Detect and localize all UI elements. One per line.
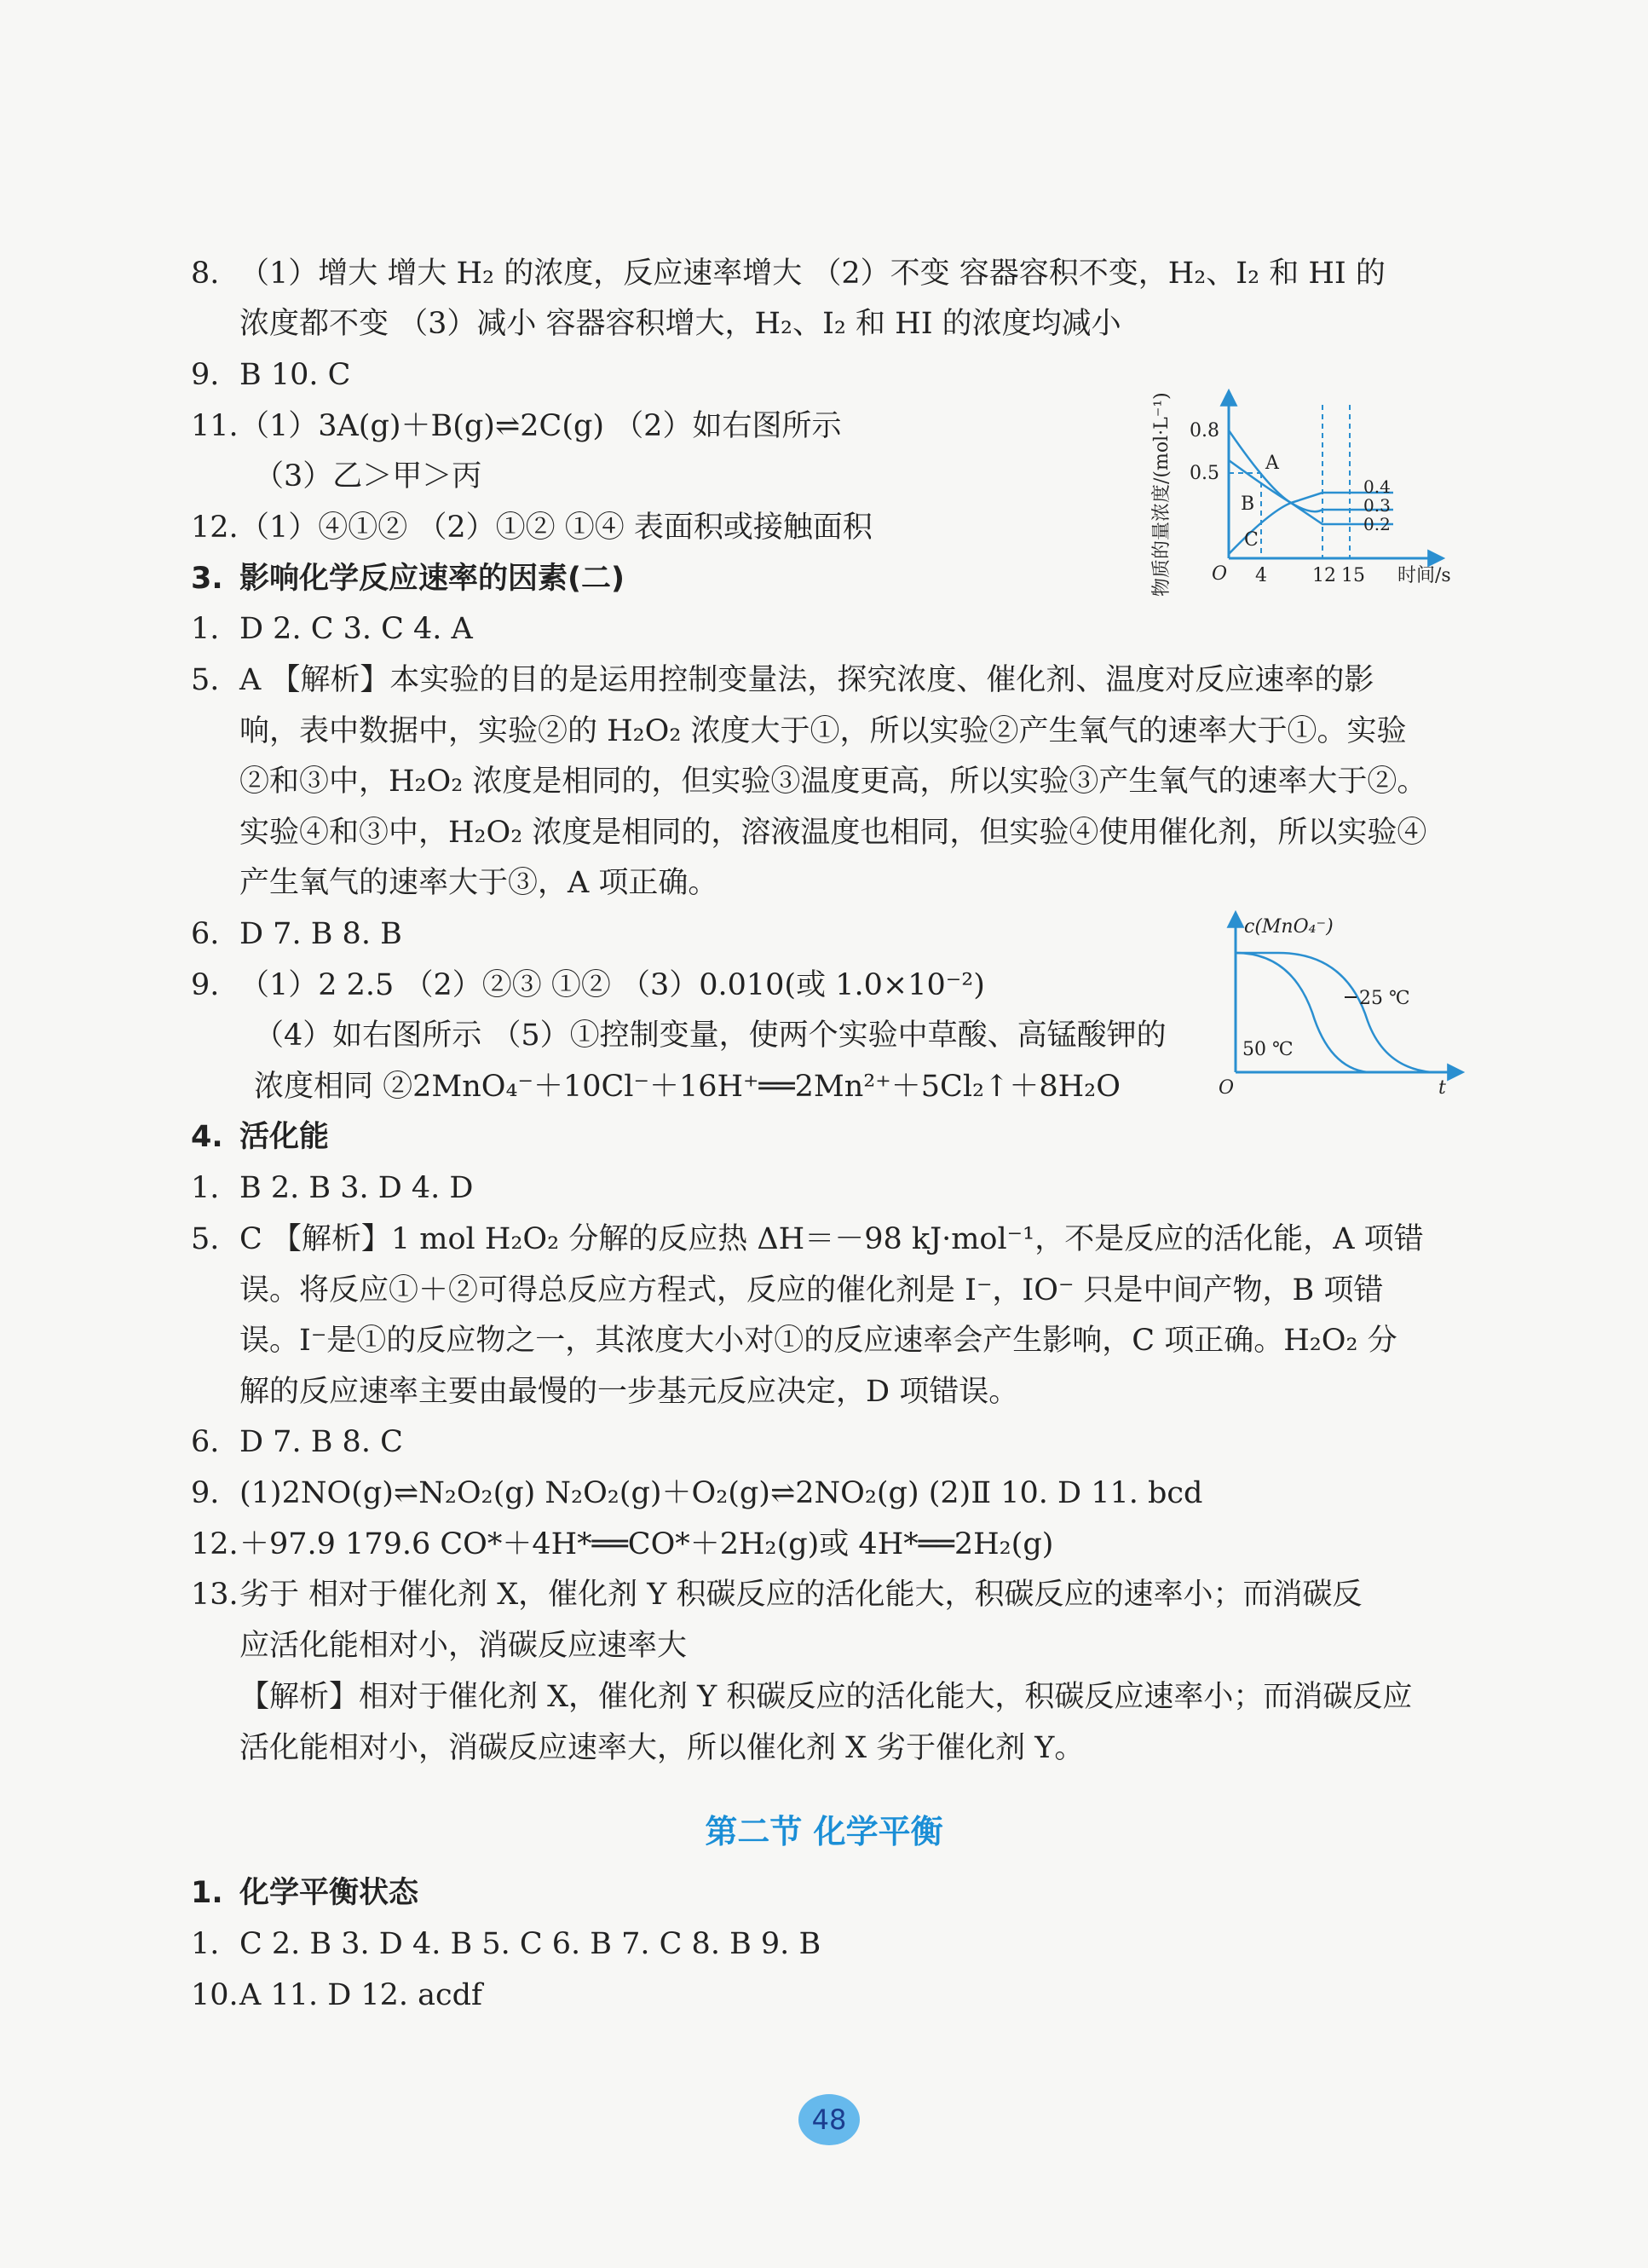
item-text: 【解析】相对于催化剂 X，催化剂 Y 积碳反应的活化能大，积碳反应速率小；而消碳反应 (239, 1680, 1413, 1714)
item-number: 11. (191, 409, 239, 443)
item-number: 3. (191, 562, 223, 596)
x-tick-15: 15 (1341, 565, 1365, 586)
curve-label-25c: 25 ℃ (1359, 988, 1410, 1009)
item-number: 6. (191, 1425, 220, 1459)
item-text: 解的反应速率主要由最慢的一步基元反应决定，D 项错误。 (239, 1375, 1019, 1409)
item-text: C 2. B 3. D 4. B 5. C 6. B 7. C 8. B 9. B (239, 1927, 821, 1961)
item-text: 产生氧气的速率大于③，A 项正确。 (239, 866, 718, 900)
item-number: 13. (191, 1578, 239, 1612)
end-value-0.4: 0.4 (1363, 476, 1391, 497)
item-text: 化学平衡状态 (239, 1876, 419, 1910)
item-text: （1）增大 增大 H₂ 的浓度，反应速率增大 （2）不变 容器容积不变，H₂、I₂ 和 HI 的 (239, 257, 1386, 291)
item-text: B 2. B 3. D 4. D (239, 1171, 474, 1205)
item-number: 12. (191, 511, 239, 545)
y-tick-0.5: 0.5 (1190, 463, 1219, 484)
x-axis-label: 时间/s (1397, 565, 1451, 586)
y-axis-label: c(MnO₄⁻) (1244, 916, 1334, 938)
item-text: 响，表中数据中，实验②的 H₂O₂ 浓度大于①，所以实验②产生氧气的速率大于①。实验 (239, 714, 1407, 748)
item-number: 4. (191, 1120, 223, 1154)
section-title: 第二节 化学平衡 (705, 1813, 943, 1850)
item-text: (1)2NO(g)⇌N₂O₂(g) N₂O₂(g)＋O₂(g)⇌2NO₂(g) (2)Ⅱ 10. D 11. bcd (239, 1476, 1203, 1510)
item-text: D 7. B 8. C (239, 1425, 403, 1459)
item-text: 活化能相对小，消碳反应速率大，所以催化剂 X 劣于催化剂 Y。 (239, 1731, 1085, 1765)
item-text: D 7. B 8. B (239, 917, 402, 951)
item-number: 6. (191, 917, 220, 951)
item-text: ＋97.9 179.6 CO*＋4H*══CO*＋2H₂(g)或 4H*══2H₂(g) (239, 1527, 1054, 1561)
item-number: 8. (191, 257, 220, 291)
item-number: 12. (191, 1527, 239, 1561)
page-number-badge: 48 (798, 2094, 860, 2145)
curve-label-50c: 50 ℃ (1242, 1039, 1294, 1060)
item-text: （3）乙＞甲＞丙 (254, 459, 482, 493)
end-value-0.3: 0.3 (1363, 495, 1391, 516)
item-number: 9. (191, 968, 220, 1002)
end-value-0.2: 0.2 (1363, 514, 1391, 534)
y-axis-label: 物质的量浓度/(mol·L⁻¹) (1151, 392, 1173, 597)
item-number: 1. (191, 1927, 220, 1961)
x-axis-label: t (1438, 1077, 1446, 1099)
item-text: C 【解析】1 mol H₂O₂ 分解的反应热 ΔH＝－98 kJ·mol⁻¹，不是反应的活化能，A 项错 (239, 1222, 1424, 1256)
item-text: 影响化学反应速率的因素(二) (239, 562, 625, 596)
x-tick-12: 12 (1312, 565, 1336, 586)
x-tick-4: 4 (1255, 565, 1267, 586)
item-number: 1. (191, 1171, 220, 1205)
item-text: A 【解析】本实验的目的是运用控制变量法，探究浓度、催化剂、温度对反应速率的影 (239, 663, 1374, 697)
item-number: 9. (191, 358, 220, 392)
item-number: 5. (191, 663, 220, 697)
curve-label-c: C (1244, 529, 1259, 551)
item-text: （1）④①② （2）①② ①④ 表面积或接触面积 (239, 511, 873, 545)
item-text: （1）3A(g)＋B(g)⇌2C(g) （2）如右图所示 (239, 409, 842, 443)
item-text: A 11. D 12. acdf (239, 1978, 482, 2012)
item-text: （1）2 2.5 （2）②③ ①② （3）0.010(或 1.0×10⁻²) (239, 968, 985, 1002)
item-text: 活化能 (239, 1120, 330, 1154)
permanganate-concentration-chart (1219, 902, 1466, 1106)
origin-label: O (1212, 563, 1228, 585)
item-text: B 10. C (239, 358, 351, 392)
item-number: 10. (191, 1978, 239, 2012)
item-text: 应活化能相对小，消碳反应速率大 (239, 1629, 688, 1663)
item-text: 误。将反应①＋②可得总反应方程式，反应的催化剂是 I⁻，IO⁻ 只是中间产物，B 项错 (239, 1273, 1384, 1307)
curve-label-b: B (1241, 493, 1255, 515)
origin-label: O (1219, 1077, 1235, 1099)
item-text: 误。I⁻是①的反应物之一，其浓度大小对①的反应速率会产生影响，C 项正确。H₂O₂ 分 (239, 1324, 1397, 1358)
y-tick-0.8: 0.8 (1190, 420, 1219, 441)
concentration-time-chart (1142, 341, 1466, 597)
item-text: ②和③中，H₂O₂ 浓度是相同的，但实验③温度更高，所以实验③产生氧气的速率大于②。 (239, 765, 1427, 799)
item-text: 实验④和③中，H₂O₂ 浓度是相同的，溶液温度也相同，但实验④使用催化剂，所以实验④ (239, 816, 1427, 850)
item-text: 浓度都不变 （3）减小 容器容积增大，H₂、I₂ 和 HI 的浓度均减小 (239, 307, 1121, 341)
item-text: （4）如右图所示 （5）①控制变量，使两个实验中草酸、高锰酸钾的 (254, 1019, 1167, 1053)
item-number: 1. (191, 1876, 223, 1910)
curve-label-a: A (1265, 453, 1279, 474)
item-number: 5. (191, 1222, 220, 1256)
item-number: 1. (191, 612, 220, 646)
item-text: 劣于 相对于催化剂 X，催化剂 Y 积碳反应的活化能大，积碳反应的速率小；而消碳反 (239, 1578, 1363, 1612)
item-text: D 2. C 3. C 4. A (239, 612, 473, 646)
item-text: 浓度相同 ②2MnO₄⁻＋10Cl⁻＋16H⁺══2Mn²⁺＋5Cl₂↑＋8H₂O (254, 1070, 1121, 1104)
item-number: 9. (191, 1476, 220, 1510)
